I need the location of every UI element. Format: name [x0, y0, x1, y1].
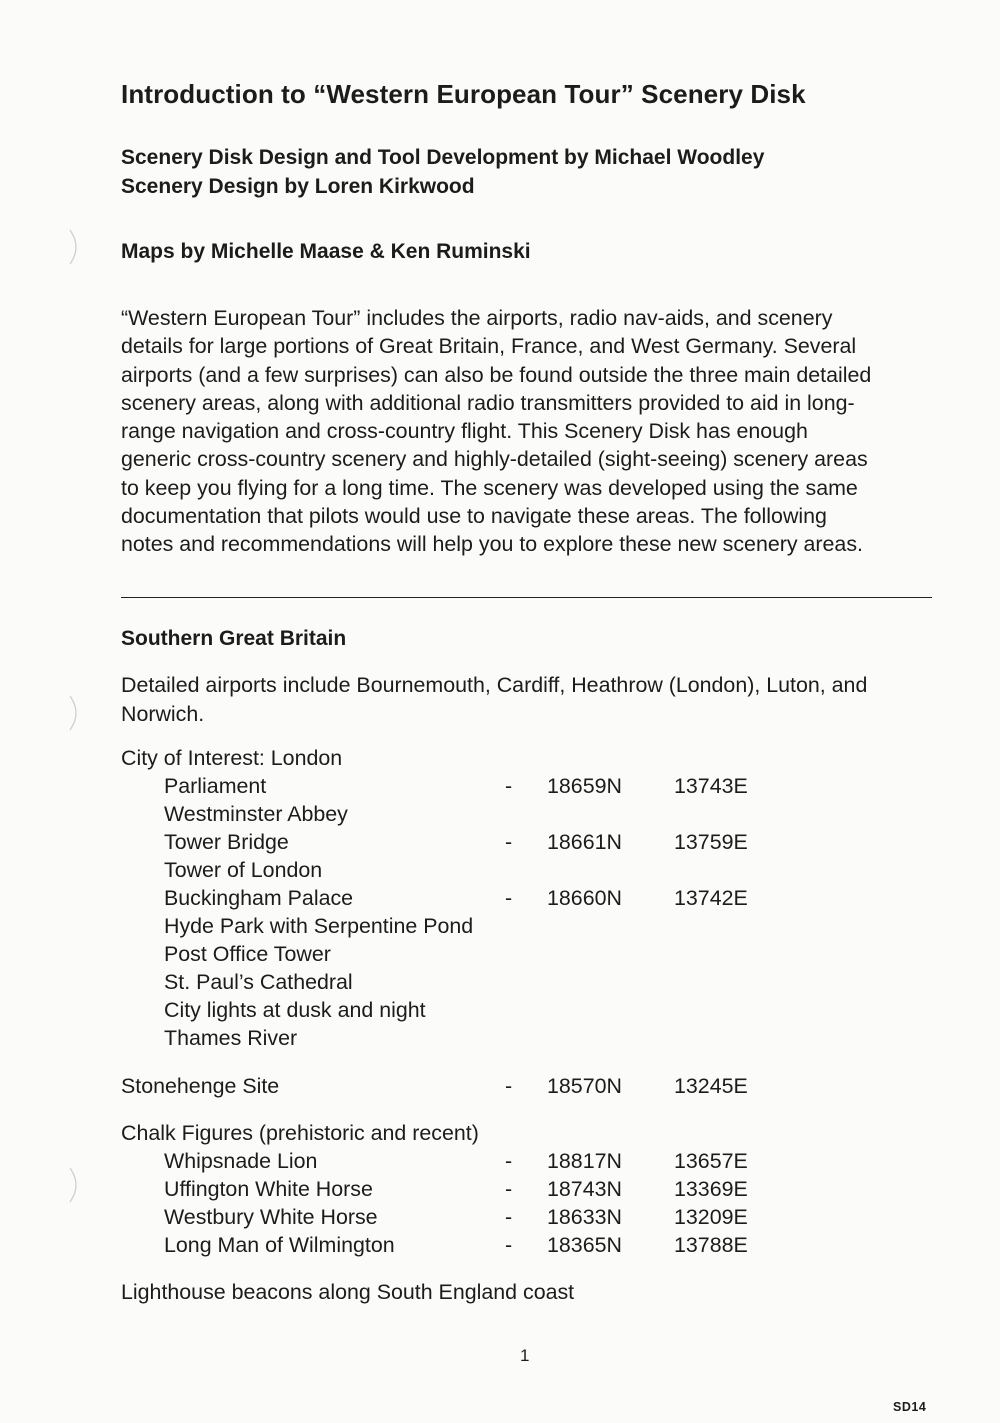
intro-line: notes and recommendations will help you to explore these new scenery areas.: [121, 532, 863, 557]
longitude-value: 13788E: [674, 1233, 748, 1257]
landmark-name: Westbury White Horse: [164, 1205, 378, 1229]
longitude-value: 13209E: [674, 1205, 748, 1229]
separator-dash: -: [505, 1074, 513, 1098]
separator-dash: -: [505, 886, 513, 910]
latitude-value: 18633N: [547, 1205, 622, 1229]
chalk-figures-heading: Chalk Figures (prehistoric and recent): [121, 1121, 479, 1145]
landmark-name: St. Paul’s Cathedral: [164, 970, 353, 994]
landmark-name: Thames River: [164, 1026, 298, 1050]
latitude-value: 18817N: [547, 1149, 622, 1173]
intro-line: generic cross-country scenery and highly-detailed (sight-seeing) scenery areas: [121, 447, 868, 472]
list-item: [0, 1074, 1000, 1102]
airports-line: Norwich.: [121, 701, 205, 726]
section-heading: Southern Great Britain: [121, 627, 347, 650]
landmark-name: Westminster Abbey: [164, 802, 348, 826]
intro-paragraph: [121, 304, 933, 559]
list-item: [0, 998, 1000, 1026]
list-item: [0, 970, 1000, 998]
section-divider: [121, 597, 932, 598]
intro-line: range navigation and cross-country flight. This Scenery Disk has enough: [121, 419, 808, 444]
binder-hole-mark-middle: [66, 694, 86, 732]
list-item: [0, 830, 1000, 858]
landmark-name: Hyde Park with Serpentine Pond: [164, 914, 474, 938]
list-item: [0, 1233, 1000, 1261]
latitude-value: 18570N: [547, 1074, 622, 1098]
landmark-name: Post Office Tower: [164, 942, 331, 966]
latitude-value: 18660N: [547, 886, 622, 910]
longitude-value: 13245E: [674, 1074, 748, 1098]
list-item: [0, 858, 1000, 886]
intro-line: documentation that pilots would use to navigate these areas. The following: [121, 504, 827, 529]
credit-maps: Maps by Michelle Maase & Ken Ruminski: [121, 240, 531, 263]
binder-hole-mark-top: [66, 228, 86, 266]
list-item: [0, 942, 1000, 970]
airports-line: Detailed airports include Bournemouth, Cardiff, Heathrow (London), Luton, and: [121, 673, 868, 697]
document-code: SD14: [893, 1400, 927, 1414]
landmark-name: Tower of London: [164, 858, 323, 882]
landmark-name: Whipsnade Lion: [164, 1149, 318, 1173]
list-item: [0, 1205, 1000, 1233]
list-item: [0, 802, 1000, 830]
separator-dash: -: [505, 830, 513, 854]
intro-line: “Western European Tour” includes the airports, radio nav-aids, and scenery: [121, 306, 833, 330]
separator-dash: -: [505, 1205, 513, 1229]
landmark-name: Tower Bridge: [164, 830, 289, 854]
longitude-value: 13657E: [674, 1149, 748, 1173]
intro-line: scenery areas, along with additional radio transmitters provided to aid in long-: [121, 390, 855, 415]
credit-scenery-design: Scenery Design by Loren Kirkwood: [121, 175, 475, 198]
intro-line: details for large portions of Great Britain, France, and West Germany. Several: [121, 334, 857, 359]
landmark-name: Long Man of Wilmington: [164, 1233, 395, 1257]
landmark-name: Parliament: [164, 774, 267, 798]
separator-dash: -: [505, 1233, 513, 1257]
intro-line: airports (and a few surprises) can also be found outside the three main detailed: [121, 362, 872, 387]
list-item: [0, 914, 1000, 942]
longitude-value: 13742E: [674, 886, 748, 910]
longitude-value: 13759E: [674, 830, 748, 854]
landmark-name: Stonehenge Site: [121, 1074, 280, 1098]
separator-dash: -: [505, 1177, 513, 1201]
latitude-value: 18661N: [547, 830, 622, 854]
intro-line: to keep you flying for a long time. The scenery was developed using the same: [121, 475, 858, 500]
list-item: [0, 1177, 1000, 1205]
landmark-name: Buckingham Palace: [164, 886, 354, 910]
latitude-value: 18743N: [547, 1177, 622, 1201]
list-item: [0, 1149, 1000, 1177]
airports-paragraph: [121, 671, 867, 728]
latitude-value: 18365N: [547, 1233, 622, 1257]
credit-design-tool: Scenery Disk Design and Tool Development by Michael Woodley: [121, 146, 765, 169]
separator-dash: -: [505, 774, 513, 798]
list-item: [0, 886, 1000, 914]
list-item: [0, 774, 1000, 802]
list-item: [0, 1026, 1000, 1054]
separator-dash: -: [505, 1149, 513, 1173]
lighthouse-note: Lighthouse beacons along South England coast: [121, 1280, 575, 1304]
longitude-value: 13369E: [674, 1177, 748, 1201]
page-number: 1: [520, 1346, 530, 1365]
landmark-name: City lights at dusk and night: [164, 998, 426, 1022]
page-title: Introduction to “Western European Tour” Scenery Disk: [121, 79, 806, 109]
city-of-interest-heading: City of Interest: London: [121, 746, 343, 770]
landmark-name: Uffington White Horse: [164, 1177, 373, 1201]
latitude-value: 18659N: [547, 774, 622, 798]
longitude-value: 13743E: [674, 774, 748, 798]
